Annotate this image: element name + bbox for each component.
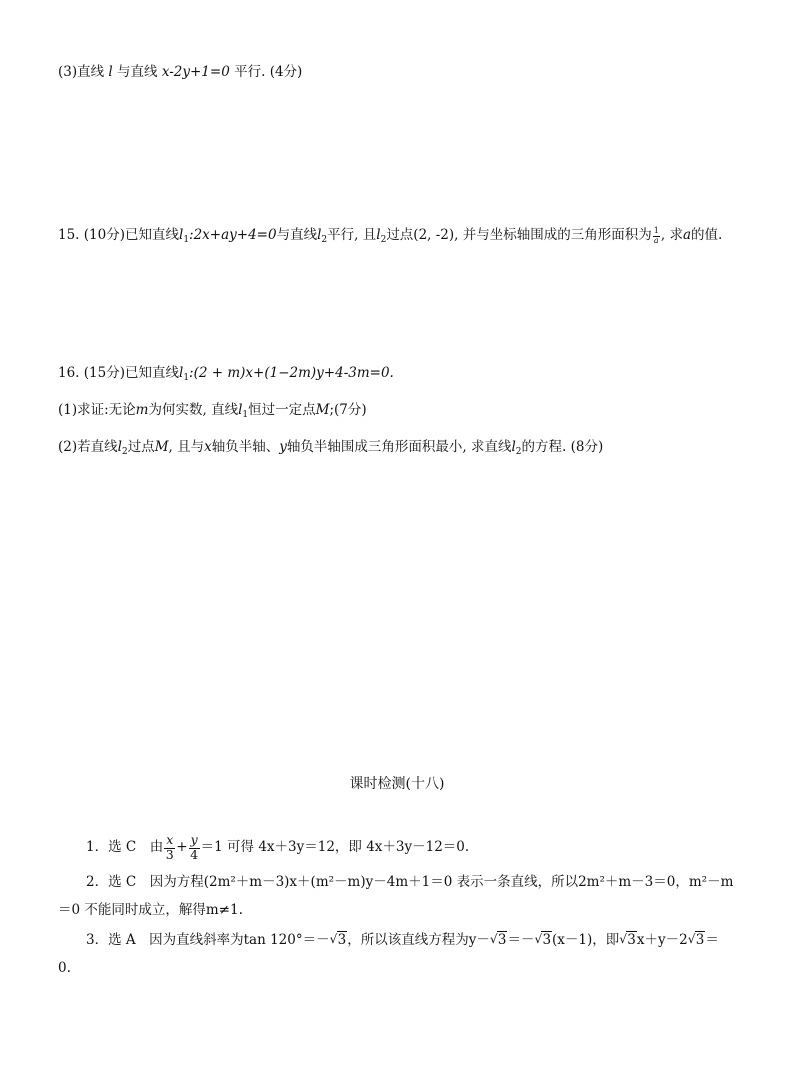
fraction-y-over-4: $\frac{y}{4}$ (190, 832, 199, 862)
sqrt-3: √ 3 (619, 930, 637, 950)
question-15: 15. (10分)已知直线$l_1:2x+ay+4=0$与直线$l_2$平行, 且$l_2$过点(2, -2), 并与坐标轴围成的三角形面积为 $\frac{1}{a}$ , 求a的值. (58, 225, 723, 245)
sqrt-3: √ 3 (490, 930, 508, 950)
fraction-1-over-a: $\frac{1}{a}$ (653, 225, 659, 245)
sqrt-3: √ 3 (330, 930, 348, 950)
answer-3-continued: 0. (58, 960, 71, 976)
fraction-x-over-3: $\frac{x}{3}$ (165, 832, 174, 862)
answer-2-continued: ＝0 不能同时成立，解得m≠1. (58, 902, 243, 918)
answer-3: 3．选 A 因为直线斜率为tan 120°＝－√ 3，所以该直线方程为y－√ 3＝－√ 3(x－1)，即√ 3x＋y－2√ 3＝ (86, 930, 732, 950)
question-16-part1: (1)求证:无论m为何实数, 直线$l_1$恒过一定点M;(7分) (58, 402, 367, 420)
question-16-part2: (2)若直线$l_2$过点M, 且与x轴负半轴、y轴负半轴围成三角形面积最小, 求直线$l_2$的方程. (8分) (58, 439, 604, 457)
q14-part3: (3)直线 l 与直线 x-2y+1=0 平行. (4分) (58, 64, 303, 80)
section-title: 课时检测(十八) (349, 776, 445, 792)
answer-1: 1．选 C 由 $\frac{x}{3}$ + $\frac{y}{4}$ ＝1 可得 4x＋3y＝12，即 4x＋3y－12＝0. (86, 832, 470, 862)
sqrt-3: √ 3 (688, 930, 706, 950)
sqrt-3: √ 3 (534, 930, 552, 950)
answer-2: 2．选 C 因为方程(2m²＋m－3)x＋(m²－m)y－4m＋1＝0 表示一条直线，所以2m²＋m－3＝0，m²－m (86, 874, 734, 890)
question-16: 16. (15分)已知直线$l_1:(2 + m)x+(1-2m)y+4-3m=0$. (58, 365, 394, 383)
